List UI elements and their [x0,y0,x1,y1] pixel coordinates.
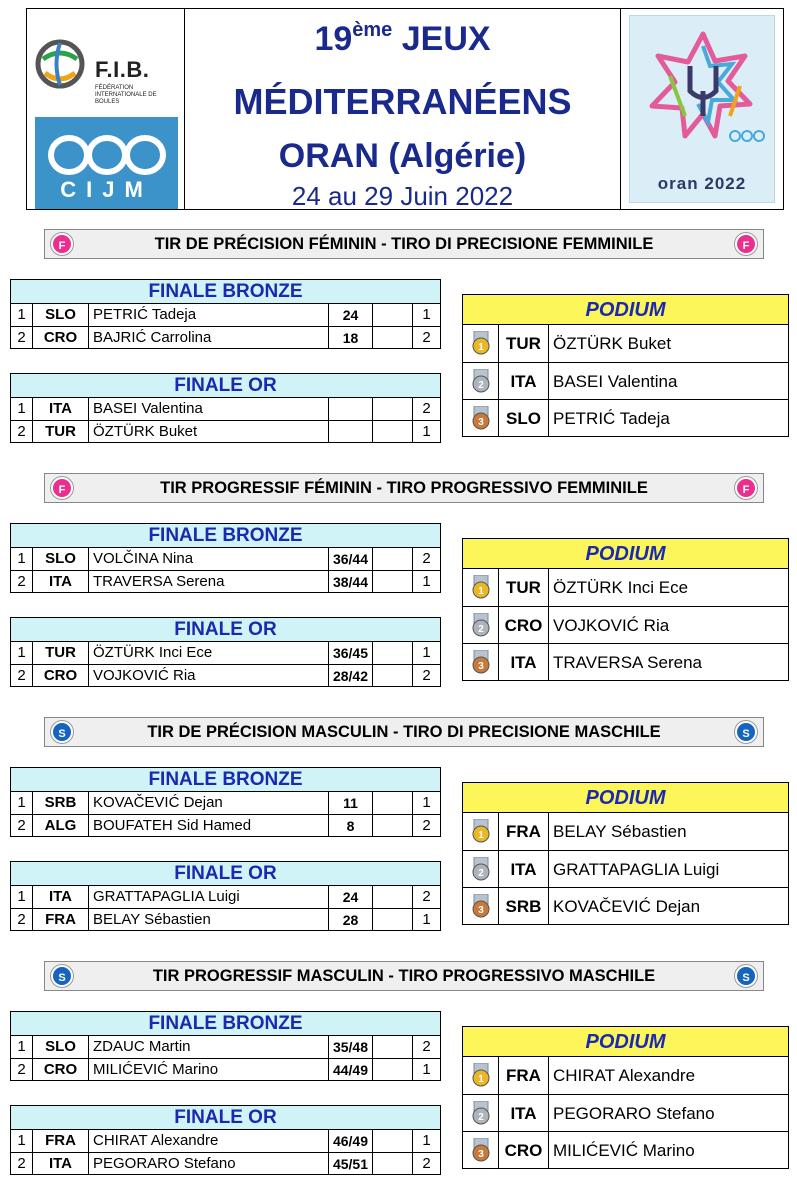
place-cell: 1 [422,423,431,440]
medal-3-icon [472,650,490,674]
score-cell [329,398,373,420]
player-name-cell: BAJRIĆ Carrolina [89,327,329,348]
final-title: FINALE BRONZE [11,524,440,548]
empty-cell [373,1036,413,1058]
place-cell: 1 [422,1132,431,1149]
score-cell: 44/49 [329,1059,373,1080]
place-cell: 1 [422,306,431,323]
place-cell: 2 [422,400,431,417]
svg-text:2: 2 [478,380,484,391]
oran-emblem-icon [630,16,776,166]
finale-or-table [10,1105,441,1175]
place-cell: 2 [422,667,431,684]
medal-3-icon [472,406,490,430]
svg-text:2: 2 [478,624,484,635]
medal-cell [463,569,499,606]
rank-cell: 2 [11,909,33,930]
podium-nation-cell: CRO [499,1132,549,1168]
medal-cell [463,1095,499,1131]
place-cell: 1 [422,644,431,661]
player-name-cell: PEGORARO Stefano [89,1153,329,1174]
score-cell: 38/44 [329,571,373,592]
player-name-cell: TRAVERSA Serena [89,571,329,592]
podium-row [463,362,788,399]
podium-title: PODIUM [463,783,788,813]
podium-nation-cell: ITA [499,363,549,399]
rank-cell: 1 [11,886,33,908]
final-title: FINALE OR [11,1106,440,1130]
podium-row [463,1131,788,1168]
place-cell: 1 [422,1061,431,1078]
score-cell: 36/44 [329,548,373,570]
place-cell: 2 [422,1155,431,1172]
place-cell: 2 [422,888,431,905]
place-cell: 1 [422,573,431,590]
nation-cell: CRO [33,665,89,686]
svg-text:1: 1 [478,830,484,841]
finale-or-table [10,373,441,443]
podium-nation-cell: ITA [499,1095,549,1131]
fib-ball-icon [35,29,85,99]
fib-name: F.I.B. [95,57,150,82]
score-cell: 28 [329,909,373,930]
empty-cell [373,792,413,814]
oran-2022-logo [629,15,775,203]
nation-cell: ITA [33,571,89,592]
podium-nation-cell: SLO [499,400,549,436]
table-row [11,886,440,908]
podium-name-cell: KOVAČEVIĆ Dejan [553,897,701,916]
cijm-rings-icon [35,125,178,185]
empty-cell [373,304,413,326]
podium-row [463,325,788,362]
score-cell: 46/49 [329,1130,373,1152]
finale-bronze-table [10,523,441,593]
svg-text:1: 1 [478,586,484,597]
nation-cell: SLO [33,548,89,570]
empty-cell [373,642,413,664]
nation-cell: CRO [33,1059,89,1080]
medal-2-icon [472,369,490,393]
podium-name-cell: MILIĆEVIĆ Marino [553,1141,695,1160]
section-banner [44,961,764,991]
finale-or-table [10,861,441,931]
final-title: FINALE OR [11,862,440,886]
podium-table [462,294,789,437]
empty-cell [373,421,413,442]
podium-table [462,782,789,925]
female-badge-icon: F [735,477,757,499]
male-badge-icon: S [735,965,757,987]
rank-cell: 1 [11,1036,33,1058]
podium-row [463,399,788,436]
medal-cell [463,1057,499,1094]
table-row [11,1036,440,1058]
table-row [11,1152,440,1174]
empty-cell [373,665,413,686]
medal-1-icon [472,819,490,843]
svg-text:1: 1 [478,342,484,353]
podium-nation-cell: TUR [499,325,549,362]
rank-cell: 2 [11,421,33,442]
place-cell: 2 [422,817,431,834]
nation-cell: SRB [33,792,89,814]
finale-or-table [10,617,441,687]
medal-cell [463,607,499,643]
podium-nation-cell: FRA [499,813,549,850]
score-cell: 36/45 [329,642,373,664]
player-name-cell: GRATTAPAGLIA Luigi [89,886,329,908]
empty-cell [373,1059,413,1080]
nation-cell: CRO [33,327,89,348]
nation-cell: ALG [33,815,89,836]
section-title: TIR PROGRESSIF FÉMININ - TIRO PROGRESSIVO FEMMINILE [160,479,648,497]
player-name-cell: PETRIĆ Tadeja [89,304,329,326]
logos-left [27,9,185,209]
score-cell: 24 [329,304,373,326]
table-row [11,792,440,814]
place-cell: 1 [422,911,431,928]
empty-cell [373,571,413,592]
medal-cell [463,400,499,436]
empty-cell [373,909,413,930]
final-title: FINALE BRONZE [11,280,440,304]
podium-name-cell: BELAY Sébastien [553,822,687,841]
rank-cell: 1 [11,398,33,420]
table-row [11,420,440,442]
cijm-label: CIJM [60,177,153,202]
rank-cell: 1 [11,642,33,664]
podium-name-cell: GRATTAPAGLIA Luigi [553,860,720,879]
podium-name-cell: BASEI Valentina [553,372,678,391]
header [26,8,784,210]
place-cell: 1 [422,794,431,811]
player-name-cell: ÖZTÜRK Inci Ece [89,642,329,664]
male-badge-icon: S [51,965,73,987]
score-cell [329,421,373,442]
medal-cell [463,644,499,680]
male-badge-icon: S [51,721,73,743]
table-row [11,814,440,836]
podium-nation-cell: TUR [499,569,549,606]
nation-cell: TUR [33,421,89,442]
rank-cell: 2 [11,815,33,836]
place-cell: 2 [422,550,431,567]
finale-bronze-table [10,1011,441,1081]
female-badge-icon: F [51,233,73,255]
score-cell: 18 [329,327,373,348]
nation-cell: SLO [33,304,89,326]
title-line-2: MÉDITERRANÉENS [233,81,572,122]
place-cell: 2 [422,329,431,346]
rank-cell: 2 [11,1153,33,1174]
cijm-logo [35,117,178,209]
podium-name-cell: ÖZTÜRK Inci Ece [553,578,689,597]
section-title: TIR DE PRÉCISION MASCULIN - TIRO DI PRECISIONE MASCHILE [147,723,661,741]
medal-cell [463,851,499,887]
svg-text:1: 1 [478,1074,484,1085]
rank-cell: 2 [11,327,33,348]
player-name-cell: VOLČINA Nina [89,548,329,570]
medal-3-icon [472,1138,490,1162]
final-title: FINALE OR [11,618,440,642]
podium-row [463,887,788,924]
medal-cell [463,363,499,399]
title-line-1: 19ème JEUX [314,19,491,58]
table-row [11,398,440,420]
svg-text:3: 3 [478,1149,484,1160]
nation-cell: TUR [33,642,89,664]
rank-cell: 1 [11,792,33,814]
score-cell: 45/51 [329,1153,373,1174]
table-row [11,1130,440,1152]
nation-cell: ITA [33,1153,89,1174]
podium-title: PODIUM [463,1027,788,1057]
place-cell: 2 [422,1038,431,1055]
podium-row [463,1057,788,1094]
player-name-cell: MILIĆEVIĆ Marino [89,1059,329,1080]
podium-row [463,850,788,887]
player-name-cell: ÖZTÜRK Buket [89,421,329,442]
table-row [11,642,440,664]
medal-2-icon [472,1101,490,1125]
male-badge-icon: S [735,721,757,743]
medal-cell [463,325,499,362]
medal-1-icon [472,1063,490,1087]
table-row [11,304,440,326]
table-row [11,548,440,570]
section-title: TIR DE PRÉCISION FÉMININ - TIRO DI PRECISIONE FEMMINILE [154,235,654,253]
player-name-cell: VOJKOVIĆ Ria [89,665,329,686]
section-title: TIR PROGRESSIF MASCULIN - TIRO PROGRESSIVO MASCHILE [152,967,656,985]
empty-cell [373,1130,413,1152]
medal-cell [463,813,499,850]
podium-nation-cell: FRA [499,1057,549,1094]
player-name-cell: BELAY Sébastien [89,909,329,930]
player-name-cell: BOUFATEH Sid Hamed [89,815,329,836]
score-cell: 28/42 [329,665,373,686]
medal-1-icon [472,331,490,355]
podium-name-cell: ÖZTÜRK Buket [553,334,672,353]
nation-cell: FRA [33,909,89,930]
player-name-cell: ZDAUC Martin [89,1036,329,1058]
podium-nation-cell: SRB [499,888,549,924]
empty-cell [373,1153,413,1174]
podium-row [463,1094,788,1131]
section-banner [44,229,764,259]
medal-2-icon [472,613,490,637]
podium-nation-cell: ITA [499,851,549,887]
podium-row [463,813,788,850]
score-cell: 24 [329,886,373,908]
female-badge-icon: F [51,477,73,499]
medal-1-icon [472,575,490,599]
podium-title: PODIUM [463,539,788,569]
rank-cell: 2 [11,1059,33,1080]
rank-cell: 1 [11,1130,33,1152]
svg-text:3: 3 [478,417,484,428]
rank-cell: 1 [11,304,33,326]
podium-table [462,538,789,681]
rank-cell: 1 [11,548,33,570]
podium-nation-cell: CRO [499,607,549,643]
logos-right [621,9,783,209]
medal-2-icon [472,857,490,881]
podium-table [462,1026,789,1169]
empty-cell [373,815,413,836]
nation-cell: ITA [33,886,89,908]
player-name-cell: KOVAČEVIĆ Dejan [89,792,329,814]
finale-bronze-table [10,767,441,837]
medal-cell [463,1132,499,1168]
podium-name-cell: PEGORARO Stefano [553,1104,715,1123]
svg-text:2: 2 [478,868,484,879]
nation-cell: ITA [33,398,89,420]
table-row [11,908,440,930]
podium-row [463,643,788,680]
score-cell: 8 [329,815,373,836]
empty-cell [373,327,413,348]
player-name-cell: BASEI Valentina [89,398,329,420]
final-title: FINALE OR [11,374,440,398]
table-row [11,1058,440,1080]
rank-cell: 2 [11,665,33,686]
podium-name-cell: VOJKOVIĆ Ria [553,616,670,635]
score-cell: 11 [329,792,373,814]
final-title: FINALE BRONZE [11,768,440,792]
podium-name-cell: PETRIĆ Tadeja [553,409,670,428]
nation-cell: FRA [33,1130,89,1152]
fib-subtitle: FÉDÉRATION INTERNATIONALE DE BOULES [95,85,157,105]
female-badge-icon: F [735,233,757,255]
rank-cell: 2 [11,571,33,592]
oran-logo-text: oran 2022 [657,174,747,193]
nation-cell: SLO [33,1036,89,1058]
section-banner [44,473,764,503]
table-row [11,570,440,592]
event-dates: 24 au 29 Juin 2022 [291,181,514,211]
podium-nation-cell: ITA [499,644,549,680]
podium-row [463,606,788,643]
svg-text:3: 3 [478,661,484,672]
player-name-cell: CHIRAT Alexandre [89,1130,329,1152]
title-line-3: ORAN (Algérie) [278,137,527,175]
score-cell: 35/48 [329,1036,373,1058]
fib-logo [35,29,175,109]
table-row [11,326,440,348]
empty-cell [373,398,413,420]
svg-text:2: 2 [478,1112,484,1123]
podium-name-cell: TRAVERSA Serena [553,653,702,672]
section-banner [44,717,764,747]
podium-name-cell: CHIRAT Alexandre [553,1066,696,1085]
event-title [185,9,621,209]
svg-text:3: 3 [478,905,484,916]
final-title: FINALE BRONZE [11,1012,440,1036]
podium-row [463,569,788,606]
medal-3-icon [472,894,490,918]
medal-cell [463,888,499,924]
empty-cell [373,548,413,570]
finale-bronze-table [10,279,441,349]
table-row [11,664,440,686]
empty-cell [373,886,413,908]
podium-title: PODIUM [463,295,788,325]
